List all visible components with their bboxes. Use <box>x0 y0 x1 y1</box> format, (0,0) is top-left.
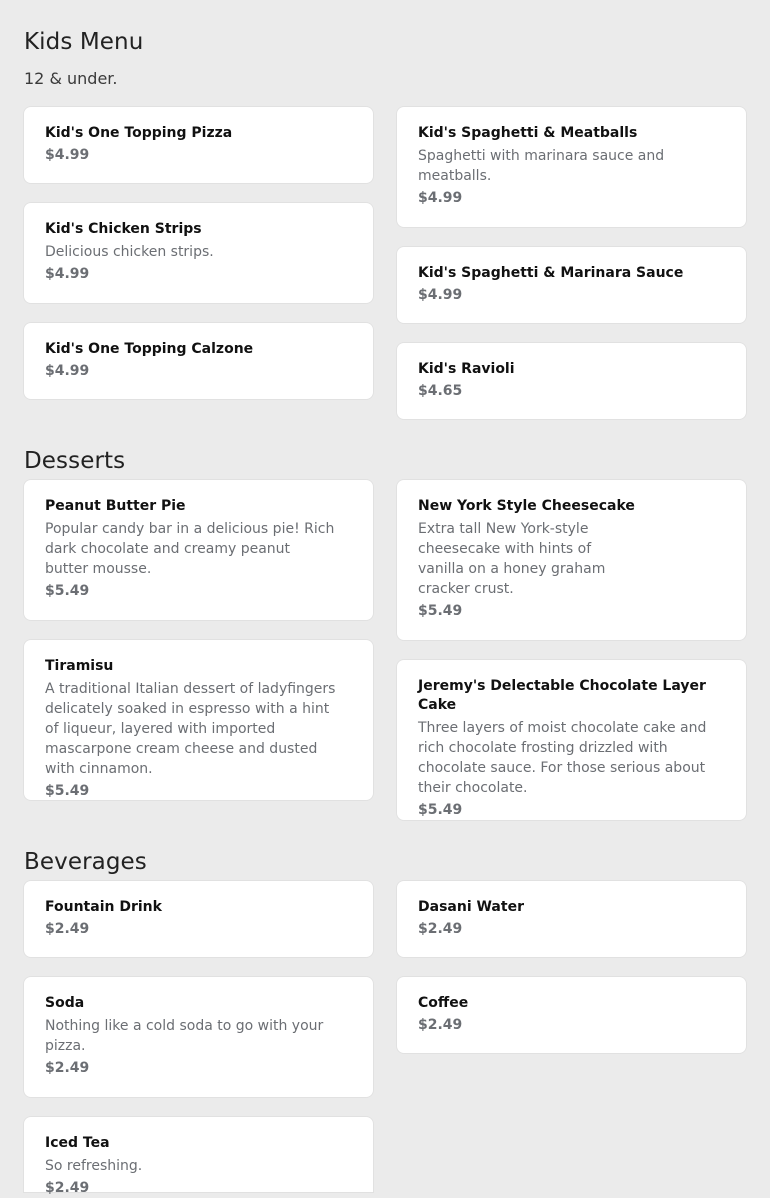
item-price: $4.99 <box>418 190 463 206</box>
item-name: Peanut Butter Pie <box>45 498 186 514</box>
item-price: $5.49 <box>418 802 463 818</box>
item-name: Jeremy's Delectable Chocolate Layer Cake <box>418 678 706 713</box>
menu-item-card[interactable] <box>24 203 373 303</box>
item-name: Tiramisu <box>45 658 114 674</box>
item-price: $2.49 <box>45 1060 90 1076</box>
item-description: Nothing like a cold soda to go with your pizza. <box>45 1018 324 1054</box>
item-name: Kid's Ravioli <box>418 361 515 377</box>
item-price: $2.49 <box>418 921 463 937</box>
menu-item-card[interactable] <box>24 640 373 800</box>
section-subtitle-kids: 12 & under. <box>24 69 118 88</box>
section-title-beverages: Beverages <box>24 849 147 875</box>
item-name: Kid's Chicken Strips <box>45 221 202 237</box>
menu-item-card[interactable] <box>24 977 373 1097</box>
menu-item-card[interactable] <box>24 480 373 620</box>
item-name: New York Style Cheesecake <box>418 498 635 514</box>
menu-item-card[interactable] <box>397 343 746 419</box>
item-price: $5.49 <box>418 603 463 619</box>
item-name: Soda <box>45 995 85 1011</box>
item-name: Kid's One Topping Calzone <box>45 341 254 357</box>
item-price: $4.99 <box>45 363 90 379</box>
item-price: $4.65 <box>418 383 463 399</box>
item-description: Spaghetti with marinara sauce and meatballs. <box>418 148 665 184</box>
item-name: Dasani Water <box>418 899 524 915</box>
item-description: A traditional Italian dessert of ladyfingers delicately soaked in espresso with a hint of liqueur, layered with imported mascarpone cream cheese and dusted with cinnamon. <box>45 681 336 777</box>
menu-item-card[interactable] <box>397 480 746 640</box>
item-description: So refreshing. <box>45 1158 143 1174</box>
item-price: $2.49 <box>45 921 90 937</box>
menu-item-card[interactable] <box>397 881 746 957</box>
menu-item-card[interactable] <box>397 977 746 1053</box>
item-price: $4.99 <box>418 287 463 303</box>
item-description: Three layers of moist chocolate cake and rich chocolate frosting drizzled with chocolate sauce. For those serious about their chocolate. <box>418 720 707 796</box>
section-title-desserts: Desserts <box>24 448 126 474</box>
item-price: $2.49 <box>45 1180 90 1196</box>
item-price: $4.99 <box>45 147 90 163</box>
menu-item-card[interactable] <box>24 1117 373 1196</box>
menu-item-card[interactable] <box>24 881 373 957</box>
menu-item-card[interactable] <box>397 107 746 227</box>
item-price: $2.49 <box>418 1017 463 1033</box>
item-name: Coffee <box>418 995 469 1011</box>
menu-item-card[interactable] <box>24 107 373 183</box>
menu-item-card[interactable] <box>24 323 373 399</box>
menu-item-card[interactable] <box>397 660 746 820</box>
item-name: Kid's One Topping Pizza <box>45 125 233 141</box>
item-price: $5.49 <box>45 783 90 799</box>
section-title-kids: Kids Menu <box>24 29 144 55</box>
item-name: Kid's Spaghetti & Marinara Sauce <box>418 265 684 281</box>
item-name: Kid's Spaghetti & Meatballs <box>418 125 638 141</box>
item-description: Delicious chicken strips. <box>45 244 214 260</box>
item-description: Popular candy bar in a delicious pie! Rich dark chocolate and creamy peanut butter mousse. <box>45 521 335 577</box>
item-name: Iced Tea <box>45 1135 110 1151</box>
item-price: $5.49 <box>45 583 90 599</box>
menu-item-card[interactable] <box>397 247 746 323</box>
item-price: $4.99 <box>45 266 90 282</box>
item-name: Fountain Drink <box>45 899 162 915</box>
item-description: Extra tall New York-style cheesecake with hints of vanilla on a honey graham cracker crust. <box>418 521 606 597</box>
